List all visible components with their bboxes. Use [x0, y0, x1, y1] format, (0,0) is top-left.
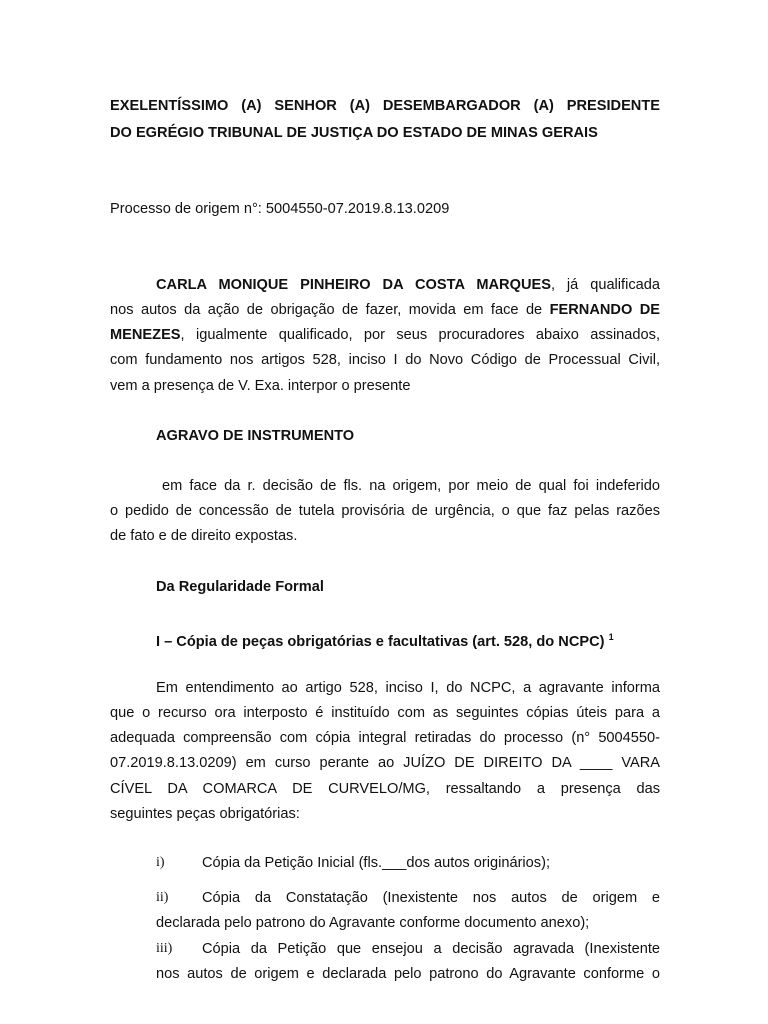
intro-line-3: MENEZES, igualmente qualificado, por seus procuradores abaixo assinados,	[110, 327, 660, 343]
decision-line-1: em face da r. decisão de fls. na origem, por meio de qual foi indeferido	[162, 478, 660, 494]
intro-line-5: vem a presença de V. Exa. interpor o presente	[110, 378, 411, 394]
process-number: Processo de origem n°: 5004550-07.2019.8.13.0209	[110, 201, 450, 217]
body-line-2: que o recurso ora interposto é instituído com as seguintes cópias úteis para a	[110, 705, 660, 721]
decision-line-3: de fato e de direito expostas.	[110, 528, 298, 544]
intro-line-2: nos autos da ação de obrigação de fazer, movida em face de FERNANDO DE	[110, 302, 661, 318]
list-item-number: i)	[156, 855, 165, 870]
list-item-number: iii)	[156, 941, 173, 956]
list-item-number: ii)	[156, 890, 169, 905]
body-line-6: seguintes peças obrigatórias:	[110, 806, 300, 822]
decision-line-2: o pedido de concessão de tutela provisória de urgência, o que faz pelas razões	[110, 503, 660, 519]
footnote-marker: 1	[608, 632, 614, 642]
list-item-text-cont: declarada pelo patrono do Agravante conforme documento anexo);	[156, 915, 590, 931]
addressee-line-1: EXELENTÍSSIMO (A) SENHOR (A) DESEMBARGADOR (A) PRESIDENTE	[110, 98, 660, 114]
body-line-1: Em entendimento ao artigo 528, inciso I, do NCPC, a agravante informa	[156, 680, 660, 696]
body-line-4: 07.2019.8.13.0209) em curso perante ao JUÍZO DE DIREITO DA ____ VARA	[110, 755, 660, 771]
party-name-2: FERNANDO DE	[549, 302, 661, 318]
agravo-title: AGRAVO DE INSTRUMENTO	[156, 428, 355, 444]
list-item-text: Cópia da Constatação (Inexistente nos autos de origem e	[202, 890, 660, 906]
list-item-text-cont: nos autos de origem e declarada pelo patrono do Agravante conforme o	[156, 966, 660, 982]
party-name-1: CARLA MONIQUE PINHEIRO DA COSTA MARQUES	[156, 277, 551, 293]
intro-line-1: CARLA MONIQUE PINHEIRO DA COSTA MARQUES, já qualificada	[156, 277, 660, 293]
list-item-text: Cópia da Petição que ensejou a decisão agravada (Inexistente	[202, 941, 660, 957]
section-title: Da Regularidade Formal	[156, 579, 324, 595]
body-line-5: CÍVEL DA COMARCA DE CURVELO/MG, ressaltando a presença das	[110, 781, 660, 797]
party-name-2-cont: MENEZES	[110, 327, 181, 343]
list-item-text: Cópia da Petição Inicial (fls.___dos autos originários);	[202, 855, 551, 871]
body-line-3: adequada compreensão com cópia integral retiradas do processo (n° 5004550-	[110, 730, 660, 746]
addressee-line-2: DO EGRÉGIO TRIBUNAL DE JUSTIÇA DO ESTADO DE MINAS GERAIS	[110, 125, 598, 141]
intro-line-4: com fundamento nos artigos 528, inciso I do Novo Código de Processual Civil,	[110, 352, 660, 368]
subsection-title: I – Cópia de peças obrigatórias e facultativas (art. 528, do NCPC) $^1$	[156, 632, 614, 650]
